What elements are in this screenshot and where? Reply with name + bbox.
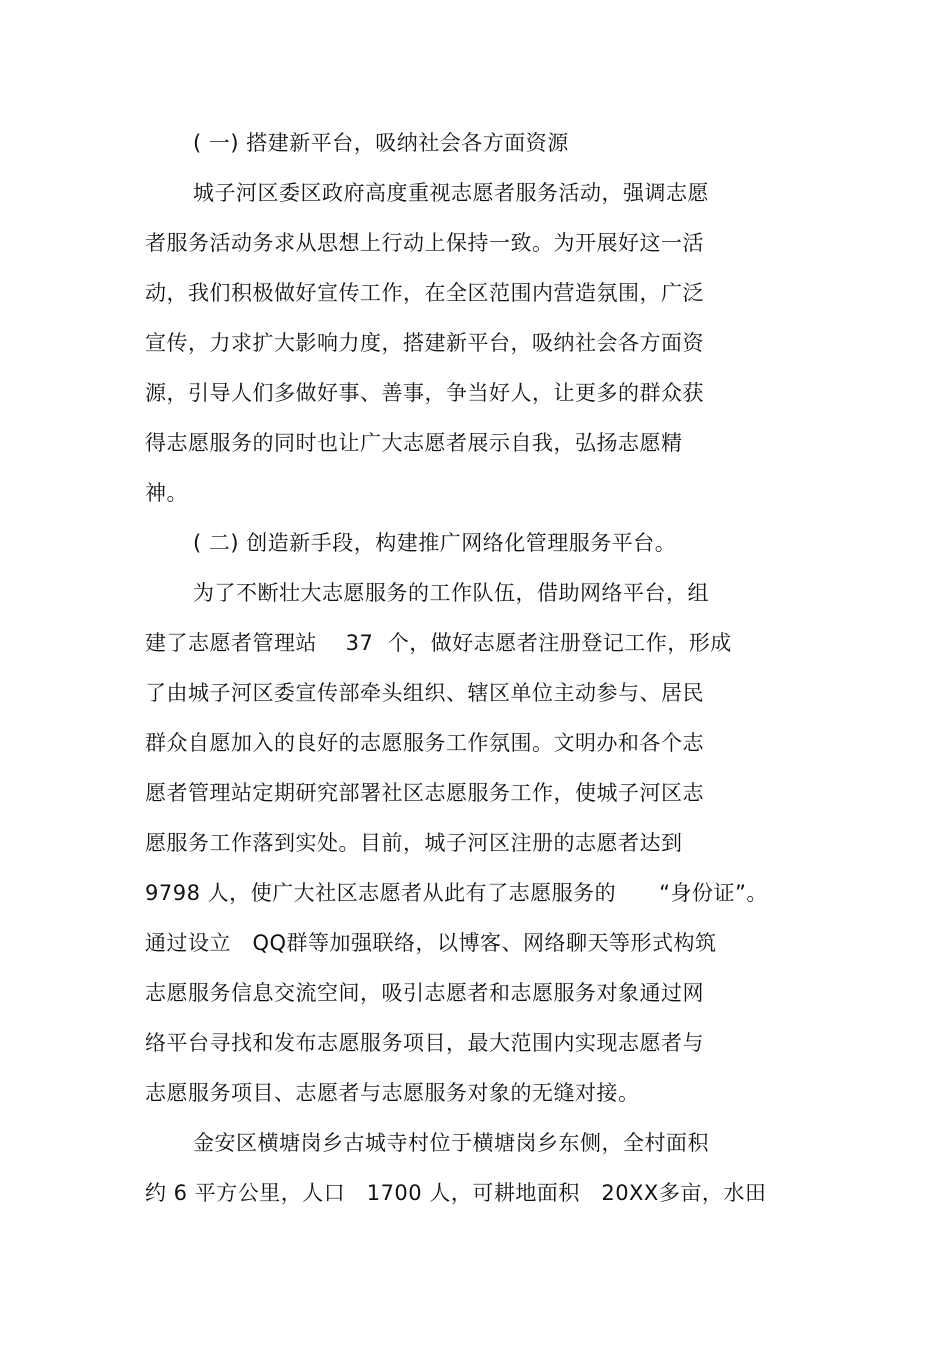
paragraph-line: 动，我们积极做好宣传工作，在全区范围内营造氛围，广泛 <box>145 281 704 305</box>
paragraph-line: 群众自愿加入的良好的志愿服务工作氛围。文明办和各个志 <box>145 731 704 755</box>
paragraph-line: 通过设立 QQ群等加强联络，以博客、网络聊天等形式构筑 <box>145 931 717 955</box>
section-heading-2: ( 二) 创造新手段，构建推广网络化管理服务平台。 <box>193 531 677 555</box>
paragraph-line: 建了志愿者管理站 37 个，做好志愿者注册登记工作，形成 <box>145 631 732 655</box>
paragraph-line: 络平台寻找和发布志愿服务项目，最大范围内实现志愿者与 <box>145 1031 704 1055</box>
paragraph-line: 约 6 平方公里，人口 1700 人，可耕地面积 20XX多亩，水田 <box>145 1181 767 1205</box>
paragraph-line: 金安区横塘岗乡古城寺村位于横塘岗乡东侧，全村面积 <box>193 1131 709 1155</box>
paragraph-line: 了由城子河区委宣传部牵头组织、辖区单位主动参与、居民 <box>145 681 704 705</box>
paragraph-line: 城子河区委区政府高度重视志愿者服务活动，强调志愿 <box>193 181 709 205</box>
paragraph-line: 宣传，力求扩大影响力度，搭建新平台，吸纳社会各方面资 <box>145 331 704 355</box>
paragraph-line: 9798 人，使广大社区志愿者从此有了志愿服务的 “身份证”。 <box>145 881 768 905</box>
paragraph-line: 源，引导人们多做好事、善事，争当好人，让更多的群众获 <box>145 381 704 405</box>
paragraph-line: 为了不断壮大志愿服务的工作队伍，借助网络平台，组 <box>193 581 709 605</box>
paragraph-line: 得志愿服务的同时也让广大志愿者展示自我，弘扬志愿精 <box>145 431 683 455</box>
paragraph-line: 者服务活动务求从思想上行动上保持一致。为开展好这一活 <box>145 231 704 255</box>
section-heading-1: ( 一) 搭建新平台，吸纳社会各方面资源 <box>193 131 569 155</box>
paragraph-line: 愿服务工作落到实处。目前，城子河区注册的志愿者达到 <box>145 831 683 855</box>
paragraph-line: 志愿服务项目、志愿者与志愿服务对象的无缝对接。 <box>145 1081 640 1105</box>
paragraph-line: 愿者管理站定期研究部署社区志愿服务工作，使城子河区志 <box>145 781 704 805</box>
paragraph-line: 神。 <box>145 481 188 505</box>
paragraph-line: 志愿服务信息交流空间，吸引志愿者和志愿服务对象通过网 <box>145 981 704 1005</box>
